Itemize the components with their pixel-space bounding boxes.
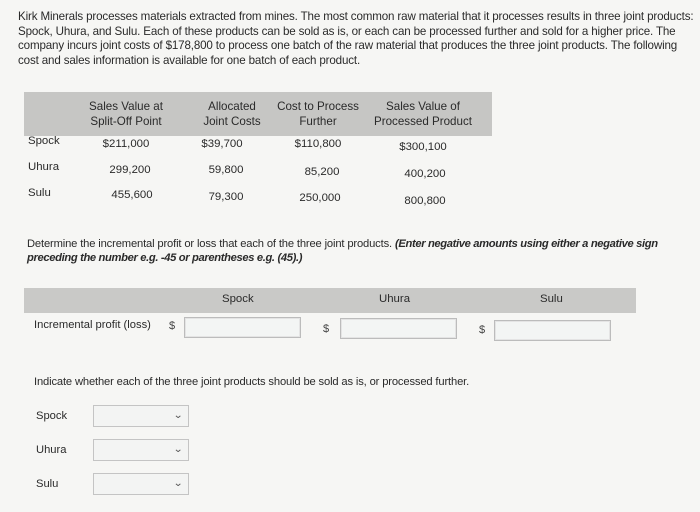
chevron-down-icon: ⌄	[172, 478, 183, 489]
sulu-decision-select[interactable]	[93, 473, 189, 495]
row-label-sulu: Sulu	[28, 187, 51, 199]
row-label-uhura: Uhura	[28, 161, 60, 173]
row-label-spock: Spock	[28, 135, 60, 147]
decision-instruction: Indicate whether each of the three joint products should be sold as is, or processed further.	[34, 376, 470, 388]
header-uhura: Uhura	[379, 293, 411, 305]
incremental-profit-label: Incremental profit (loss)	[34, 319, 151, 331]
currency-symbol: $	[169, 320, 176, 332]
problem-intro: Kirk Minerals processes materials extracted from mines. The most common raw material that it processes results in three joint products: Spock, Uhura, and Sulu. Each of these products can be sold as is, or each can be processed further and sold for a higher price. The company incurs joint costs of $178,800 to process one batch of the raw material that produces the three joint products. The following cost and sales information is available for one batch of each product.	[18, 10, 694, 67]
cell-value: 800,800	[404, 195, 446, 207]
uhura-decision-select[interactable]	[93, 439, 189, 461]
decision-label-spock: Spock	[36, 410, 68, 422]
currency-symbol: $	[479, 324, 486, 336]
sulu-incremental-input[interactable]	[494, 320, 611, 341]
cell-value: 59,800	[208, 164, 244, 176]
decision-label-uhura: Uhura	[36, 444, 67, 456]
header-sales-processed: Sales Value of Processed Product	[374, 100, 472, 128]
question-note: (Enter negative amounts using either a negative sign preceding the number e.g. -45 or parentheses e.g. (45).)	[27, 238, 658, 264]
answer-table-header	[24, 288, 636, 313]
header-sales-split-off: Sales Value at Split-Off Point	[89, 100, 163, 128]
header-cost-process-further: Cost to Process Further	[277, 100, 359, 128]
cell-value: $39,700	[201, 138, 243, 150]
currency-symbol: $	[323, 323, 330, 335]
cell-value: $110,800	[294, 138, 342, 150]
question-text	[27, 238, 687, 265]
header-allocated-joint-costs: Allocated Joint Costs	[203, 100, 261, 128]
chevron-down-icon: ⌄	[172, 410, 183, 421]
spock-incremental-input[interactable]	[184, 317, 301, 338]
question-prompt: Determine the incremental profit or loss that each of the three joint products.	[27, 238, 392, 250]
cell-value: 299,200	[109, 164, 151, 176]
cell-value: 455,600	[111, 189, 153, 201]
cell-value: $300,100	[399, 141, 447, 153]
cell-value: 400,200	[404, 168, 446, 180]
spock-decision-select[interactable]	[93, 405, 189, 427]
cell-value: 79,300	[208, 191, 244, 203]
header-spock: Spock	[222, 293, 254, 305]
header-sulu: Sulu	[540, 293, 563, 305]
info-table-header	[24, 92, 492, 136]
cell-value: 85,200	[304, 166, 340, 178]
uhura-incremental-input[interactable]	[340, 318, 457, 339]
cell-value: $211,000	[102, 138, 150, 150]
chevron-down-icon: ⌄	[172, 444, 183, 455]
cell-value: 250,000	[299, 192, 341, 204]
decision-label-sulu: Sulu	[36, 478, 59, 490]
